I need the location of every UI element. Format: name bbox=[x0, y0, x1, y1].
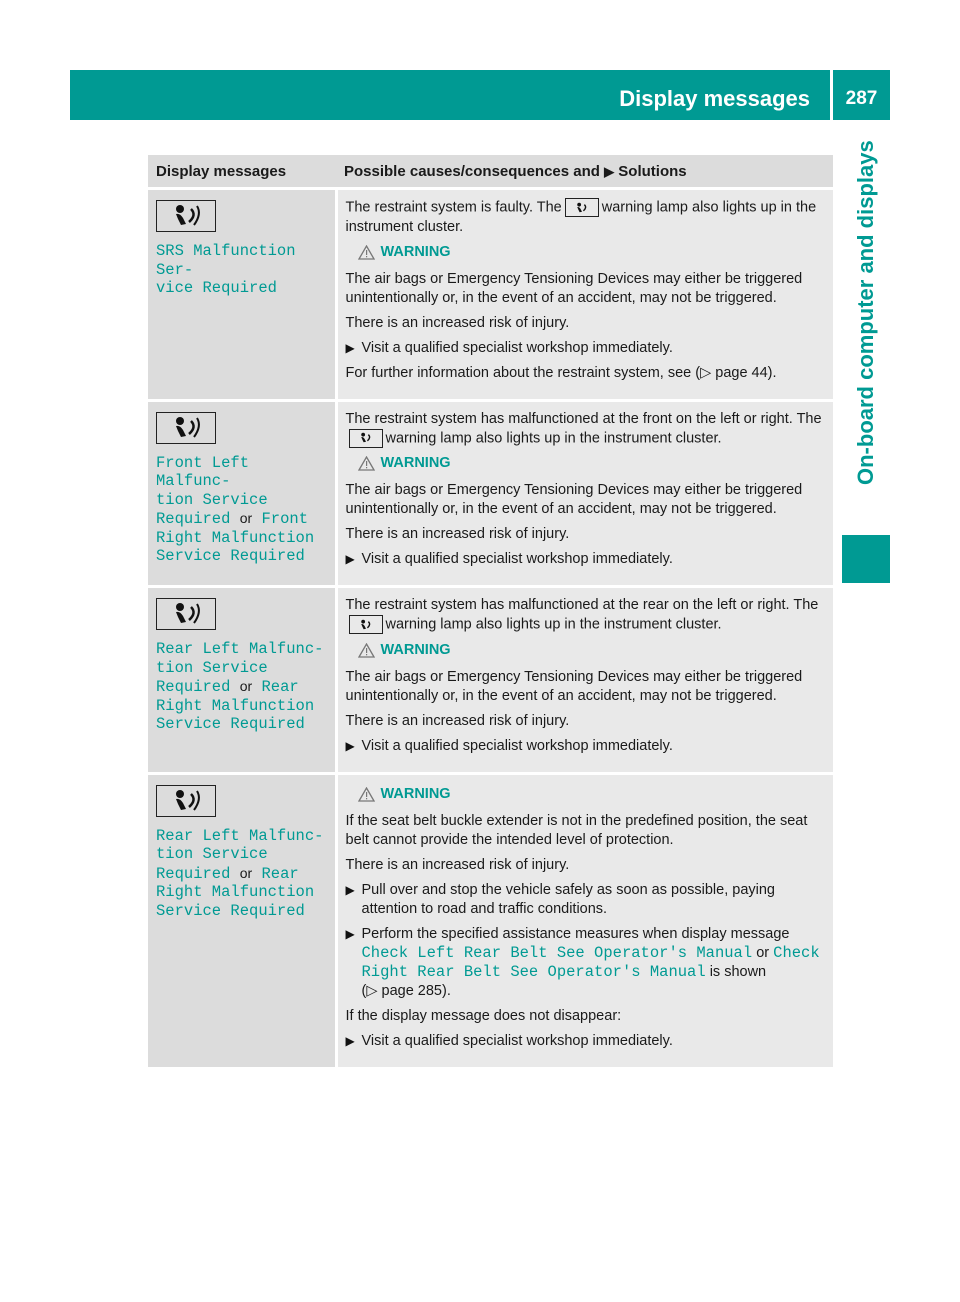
message-cell: Rear Left Malfunc‐ tion Service Required or Rear Right Malfunction Service Required bbox=[148, 587, 336, 774]
instruction-step: ▶ Visit a qualified specialist workshop immediately. bbox=[345, 1032, 673, 1049]
message-text: vice Required bbox=[156, 279, 277, 297]
warning-heading: WARNING bbox=[358, 641, 826, 660]
instruction-step: ▶ Visit a qualified specialist workshop immediately. bbox=[345, 339, 673, 356]
col-causes-solutions: Possible causes/consequences and ▶ Solutions bbox=[336, 155, 833, 189]
step-arrow-icon: ▶ bbox=[345, 926, 355, 941]
side-chapter-tab bbox=[842, 140, 890, 540]
step-arrow-icon: ▶ bbox=[345, 1033, 355, 1048]
message-text: SRS Malfunction Ser‐ bbox=[156, 242, 296, 279]
warning-heading: WARNING bbox=[358, 243, 826, 262]
message-cell: Rear Left Malfunc‐ tion Service Required or Rear Right Malfunction Service Required bbox=[148, 773, 336, 1068]
airbag-warning-icon bbox=[156, 412, 216, 444]
solution-cell: The restraint system has malfunctioned at the rear on the left or right. The warning lamp also lights up in the instrument cluster. WARNING The air bags or Emergency Tensioning Devices may either be triggered unintentionally or, in the event of an accident, may not be triggered. There is an increased risk of injury. ▶ Visit a qualified specialist workshop immediately. bbox=[336, 587, 833, 774]
table-row bbox=[148, 773, 833, 1068]
table-row bbox=[148, 400, 833, 587]
step-arrow-icon: ▶ bbox=[345, 882, 355, 897]
page-reference: For further information about the restraint system, see (▷ page 44). bbox=[345, 364, 777, 381]
instruction-step: ▶ Visit a qualified specialist workshop immediately. bbox=[345, 551, 673, 567]
warning-triangle-icon bbox=[358, 245, 375, 260]
airbag-warning-icon bbox=[156, 785, 216, 817]
airbag-warning-icon bbox=[156, 200, 216, 232]
instruction-step: ▶ Perform the specified assistance measures when display message Check Left Rear Belt See Operator's Manual or Check Right Rear Belt See Operator's Manual is shown (▷ page 285). bbox=[345, 925, 820, 999]
play-arrow-icon: ▶ bbox=[604, 163, 615, 179]
page-number: 287 bbox=[845, 88, 878, 109]
airbag-warning-icon bbox=[565, 198, 599, 217]
message-cell: Front Left Malfunc‐ tion Service Required or Front Right Malfunction Service Required bbox=[148, 400, 336, 587]
table-row bbox=[148, 587, 833, 774]
step-arrow-icon: ▶ bbox=[345, 738, 355, 753]
warning-heading: WARNING bbox=[358, 454, 826, 473]
solution-cell: The restraint system has malfunctioned at the front on the left or right. The warning lamp also lights up in the instrument cluster. WARNING The air bags or Emergency Tensioning Devices may either be triggered unintentionally or, in the event of an accident, may not be triggered. There is an increased risk of injury. ▶ Visit a qualified specialist workshop immediately. bbox=[336, 400, 833, 587]
step-arrow-icon: ▶ bbox=[345, 552, 355, 566]
warning-triangle-icon bbox=[358, 643, 375, 658]
airbag-warning-icon bbox=[349, 615, 383, 634]
table-row bbox=[148, 189, 833, 401]
message-cell bbox=[148, 189, 336, 401]
warning-triangle-icon bbox=[358, 456, 375, 471]
warning-triangle-icon bbox=[358, 787, 375, 802]
display-messages-table bbox=[148, 155, 833, 1070]
page-reference: (▷ page 285). bbox=[361, 982, 451, 999]
instruction-step: ▶ Visit a qualified specialist workshop immediately. bbox=[345, 737, 673, 754]
chapter-marker bbox=[842, 535, 890, 583]
solution-cell: WARNING If the seat belt buckle extender is not in the predefined position, the seat belt cannot provide the intended level of protection. There is an increased risk of injury. ▶ Pull over and stop the vehicle safely as soon as possible, paying attention to road and traffic conditions. ▶ Perform the specified assistance measures when display message Check Left Rear Belt See Operator's Manual or Check Right Rear Belt See Operator's Manual is shown (▷ page 285). If the display message does not disappear: ▶ Visit a qualified specialist workshop immediately. bbox=[336, 773, 833, 1068]
col-display-messages: Display messages bbox=[148, 155, 336, 189]
page-title: Display messages bbox=[619, 86, 810, 111]
table-header-row bbox=[148, 155, 833, 189]
airbag-warning-icon bbox=[156, 598, 216, 630]
airbag-warning-icon bbox=[349, 429, 383, 448]
warning-heading: WARNING bbox=[358, 785, 826, 804]
step-arrow-icon: ▶ bbox=[345, 340, 355, 355]
instruction-step: ▶ Pull over and stop the vehicle safely as soon as possible, paying attention to road and traffic conditions. bbox=[345, 881, 775, 917]
solution-cell: The restraint system is faulty. The warning lamp also lights up in the instrument cluster. WARNING The air bags or Emergency Tensioning Devices may either be triggered unintentionally or, in the event of an accident, may not be triggered. There is an increased risk of injury. ▶ Visit a qualified specialist workshop immediately. For further information about the restraint system, see (▷ page 44). bbox=[336, 189, 833, 401]
chapter-title: On-board computer and displays bbox=[853, 140, 878, 485]
header-bar bbox=[70, 70, 890, 120]
